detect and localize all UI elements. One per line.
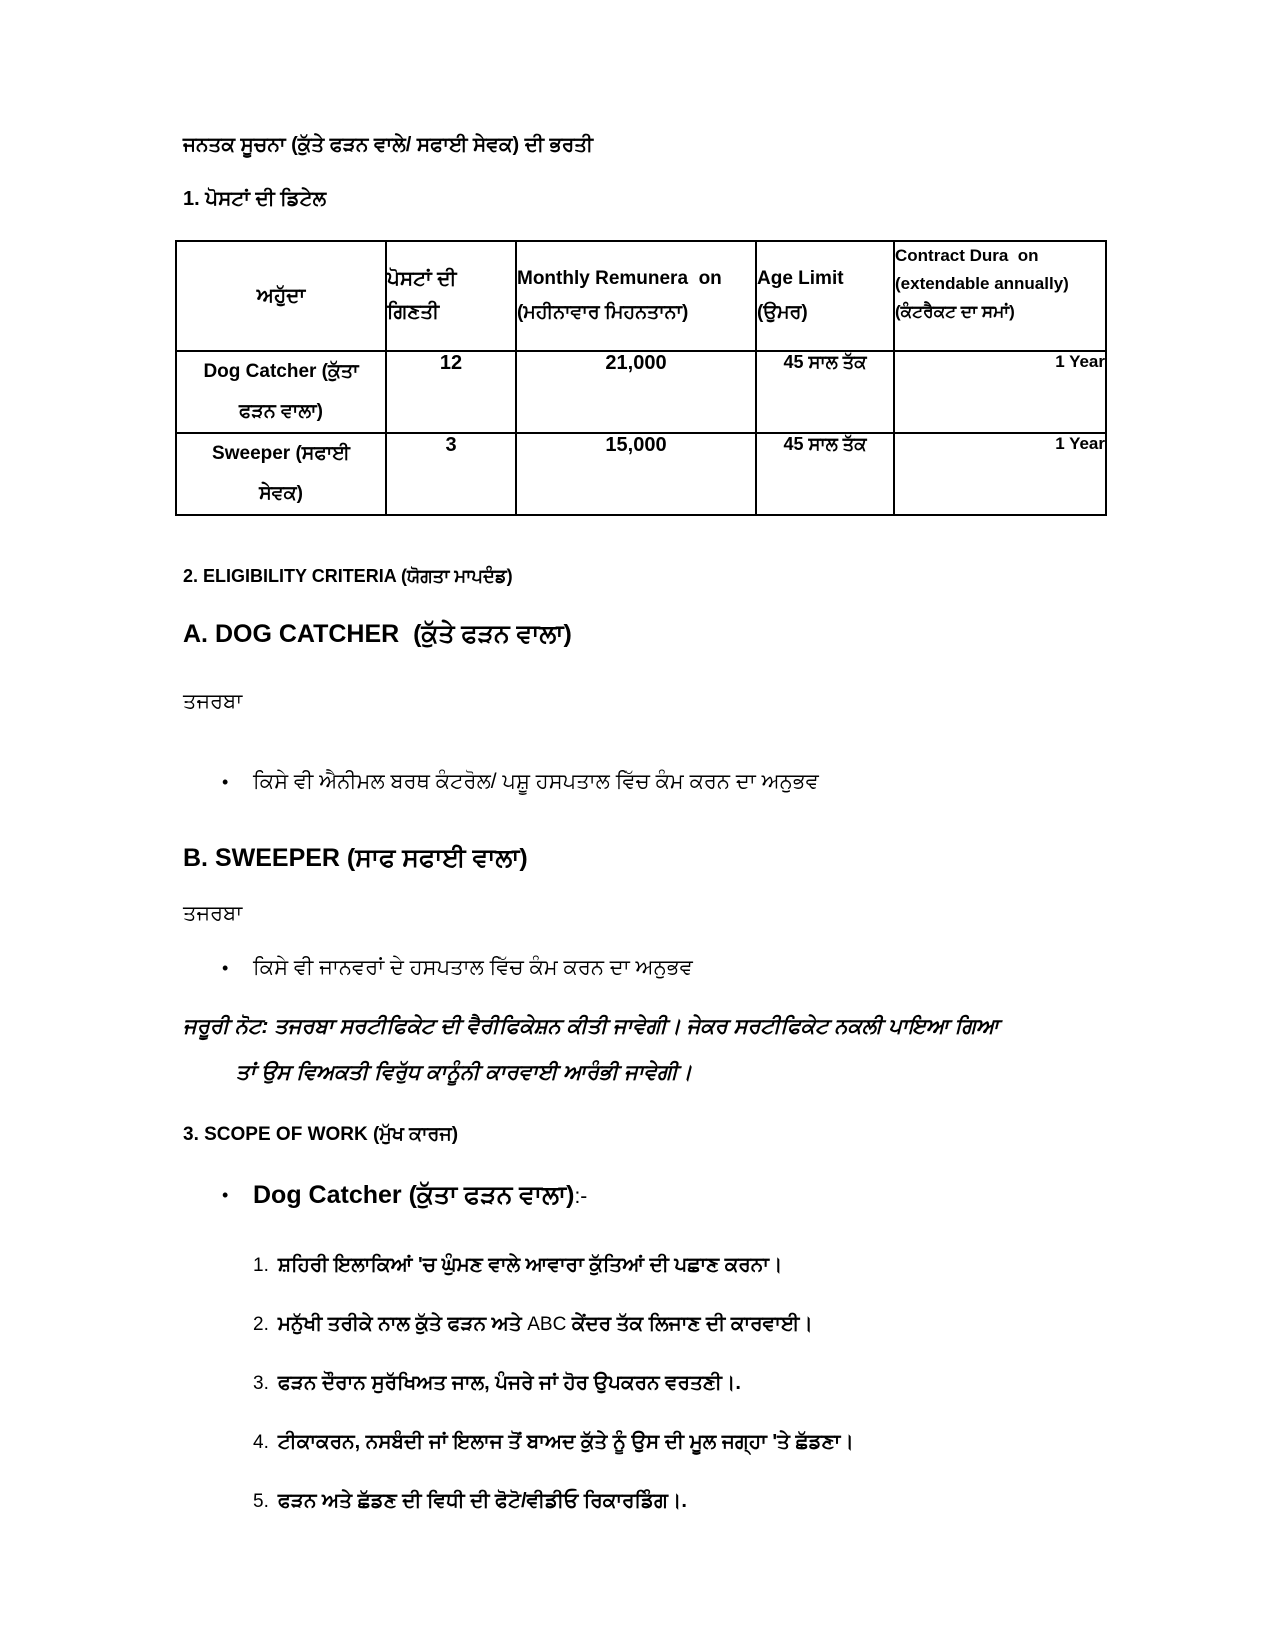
header-count <box>386 241 516 351</box>
header-position <box>176 241 386 351</box>
table-row-sweeper <box>176 433 1106 515</box>
sweeper-experience-text: ਕਿਸੇ ਵੀ ਜਾਨਵਰਾਂ ਦੇ ਹਸਪਤਾਲ ਵਿੱਚ ਕੰਮ ਕਰਨ ਦਾ ਅਨੁਭਵ <box>253 956 693 979</box>
work-item-1 <box>175 1250 1105 1281</box>
section-1-heading: 1. ਪੋਸਟਾਂ ਦੀ ਡਿਟੇਲ <box>183 188 327 210</box>
item-text-post: ਕੇਂਦਰ ਤੱਕ ਲਿਜਾਣ ਦੀ ਕਾਰਵਾਈ। <box>571 1313 813 1335</box>
header-count-line1: ਪੋਸਟਾਂ ਦੀ <box>387 268 457 290</box>
sweeper-experience-item <box>175 954 1105 982</box>
posts-table <box>175 240 1107 516</box>
header-age-limit <box>756 241 894 351</box>
header-age-limit-line2: (ਉਮਰ) <box>757 302 808 323</box>
item-number: 2. <box>253 1314 269 1335</box>
header-contract-line2: (extendable annually) <box>895 274 1069 293</box>
cell-position <box>176 351 386 433</box>
cell-remuneration: 21,000 <box>516 351 756 433</box>
item-number: 5. <box>253 1491 269 1512</box>
work-item-3 <box>175 1368 1105 1399</box>
important-note-line1: ਜਰੂਰੀ ਨੋਟ: ਤਜਰਬਾ ਸਰਟੀਫਿਕੇਟ ਦੀ ਵੈਰੀਫਿਕੇਸ਼ਨ ਕੀਤੀ ਜਾਵੇਗੀ। ਜੇਕਰ ਸਰਟੀਫਿਕੇਟ ਨਕਲੀ ਪਾਇਆ ਗਿਆ <box>183 1015 999 1038</box>
header-remuneration-line1: Monthly Remunera on <box>517 268 722 289</box>
item-number: 1. <box>253 1255 269 1276</box>
cell-remuneration: 15,000 <box>516 433 756 515</box>
cell-age-limit: 45 ਸਾਲ ਤੱਕ <box>756 351 894 433</box>
scope-subheading-text <box>253 1178 587 1214</box>
dog-catcher-experience-text: ਕਿਸੇ ਵੀ ਐਨੀਮਲ ਬਰਥ ਕੰਟਰੋਲ/ ਪਸ਼ੂ ਹਸਪਤਾਲ ਵਿੱਚ ਕੰਮ ਕਰਨ ਦਾ ਅਨੁਭਵ <box>253 770 819 793</box>
scope-dog-catcher-subheading <box>175 1178 1105 1214</box>
item-text: ਸ਼ਹਿਰੀ ਇਲਾਕਿਆਂ 'ਚ ਘੁੰਮਣ ਵਾਲੇ ਆਵਾਰਾ ਕੁੱਤਿਆਂ ਦੀ ਪਛਾਣ ਕਰਨਾ। <box>277 1254 783 1276</box>
work-item-2 <box>175 1309 1105 1340</box>
position-line2: ਫੜਨ ਵਾਲਾ) <box>239 401 323 422</box>
work-item-5 <box>175 1486 1105 1517</box>
document-content <box>175 0 1105 1517</box>
dog-catcher-heading: A. DOG CATCHER (ਕੁੱਤੇ ਫੜਨ ਵਾਲਾ) <box>183 620 572 648</box>
important-note-line2: ਤਾਂ ਉਸ ਵਿਅਕਤੀ ਵਿਰੁੱਧ ਕਾਨੂੰਨੀ ਕਾਰਵਾਈ ਆਰੰਭੀ ਜਾਵੇਗੀ। <box>236 1061 693 1084</box>
scope-subheading-suffix: :- <box>574 1185 588 1208</box>
cell-position <box>176 433 386 515</box>
header-contract-line3: (ਕੰਟਰੈਕਟ ਦਾ ਸਮਾਂ) <box>895 302 1015 321</box>
item-text: ਟੀਕਾਕਰਨ, ਨਸਬੰਦੀ ਜਾਂ ਇਲਾਜ ਤੋਂ ਬਾਅਦ ਕੁੱਤੇ ਨੂੰ ਉਸ ਦੀ ਮੂਲ ਜਗ੍ਹਾ 'ਤੇ ਛੱਡਣਾ। <box>277 1431 854 1453</box>
header-contract-duration <box>894 241 1106 351</box>
item-text: ਫੜਨ ਦੌਰਾਨ ਸੁਰੱਖਿਅਤ ਜਾਲ, ਪੰਜਰੇ ਜਾਂ ਹੋਰ ਉਪਕਰਨ ਵਰਤਣੀ।. <box>277 1372 741 1394</box>
item-text-pre: ਮਨੁੱਖੀ ਤਰੀਕੇ ਨਾਲ ਕੁੱਤੇ ਫੜਨ ਅਤੇ <box>277 1313 522 1335</box>
table-row-dog-catcher <box>176 351 1106 433</box>
sweeper-experience-label: ਤਜਰਬਾ <box>183 902 243 925</box>
section-2-heading: 2. ELIGIBILITY CRITERIA (ਯੋਗਤਾ ਮਾਪਦੰਡ) <box>183 566 513 586</box>
position-line1: Dog Catcher (ਕੁੱਤਾ <box>203 361 359 382</box>
header-position-label: ਅਹੁੱਦਾ <box>256 284 306 307</box>
section-3-heading: 3. SCOPE OF WORK (ਮੁੱਖ ਕਾਰਜ) <box>183 1124 459 1145</box>
header-remuneration-line2: (ਮਹੀਨਾਵਾਰ ਮਿਹਨਤਾਨਾ) <box>517 302 689 323</box>
posts-table-header-row <box>176 241 1106 351</box>
cell-age-limit: 45 ਸਾਲ ਤੱਕ <box>756 433 894 515</box>
dog-catcher-experience-label: ਤਜਰਬਾ <box>183 690 243 713</box>
sweeper-heading: B. SWEEPER (ਸਾਫ ਸਫਾਈ ਵਾਲਾ) <box>183 844 528 872</box>
cell-duration: 1 Year <box>894 351 1106 433</box>
scope-subheading-main: Dog Catcher (ਕੁੱਤਾ ਫੜਨ ਵਾਲਾ) <box>253 1181 575 1209</box>
header-remuneration <box>516 241 756 351</box>
bullet-icon: • <box>222 772 229 792</box>
dog-catcher-experience-item <box>175 768 1105 796</box>
bullet-icon: • <box>222 958 229 978</box>
position-line2: ਸੇਵਕ) <box>259 483 303 504</box>
item-text: ਫੜਨ ਅਤੇ ਛੱਡਣ ਦੀ ਵਿਧੀ ਦੀ ਫੋਟੋ/ਵੀਡੀਓ ਰਿਕਾਰਡਿੰਗ।. <box>277 1490 687 1512</box>
item-number: 3. <box>253 1373 269 1394</box>
header-age-limit-line1: Age Limit <box>757 268 844 289</box>
bullet-icon: • <box>222 1185 229 1205</box>
header-contract-line1: Contract Dura on <box>895 246 1039 265</box>
work-item-4 <box>175 1427 1105 1458</box>
position-line1: Sweeper (ਸਫਾਈ <box>212 443 350 464</box>
item-text-latin: ABC <box>527 1314 567 1335</box>
item-number: 4. <box>253 1432 269 1453</box>
cell-count: 12 <box>386 351 516 433</box>
cell-count: 3 <box>386 433 516 515</box>
cell-duration: 1 Year <box>894 433 1106 515</box>
document-title: ਜਨਤਕ ਸੂਚਨਾ (ਕੁੱਤੇ ਫੜਨ ਵਾਲੇ/ ਸਫਾਈ ਸੇਵਕ) ਦੀ ਭਰਤੀ <box>183 134 594 156</box>
header-count-line2: ਗਿਣਤੀ <box>387 301 440 323</box>
